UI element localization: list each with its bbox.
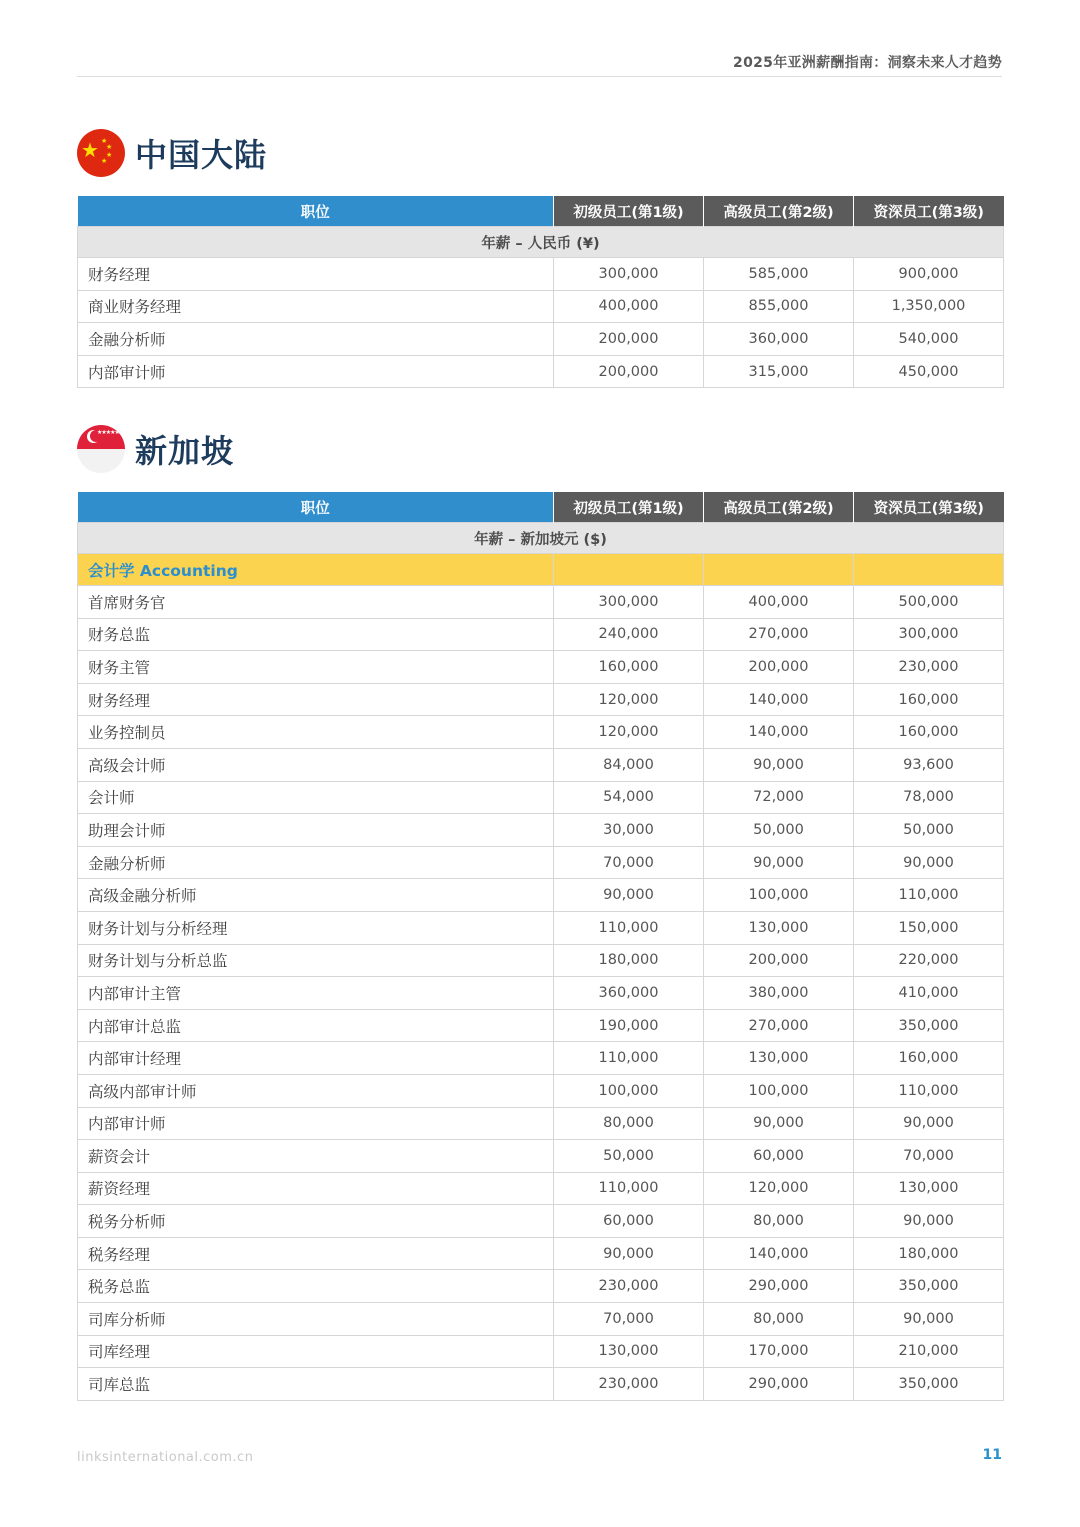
salary-level3-cell: 90,000 [854, 1303, 1004, 1336]
currency-label: 年薪 – 人民币 (¥) [78, 227, 1004, 258]
salary-level3-cell: 900,000 [854, 258, 1004, 291]
column-header-position: 职位 [78, 196, 554, 227]
job-title-cell: 内部审计经理 [78, 1042, 554, 1075]
salary-level2-cell: 50,000 [704, 814, 854, 847]
table-row [78, 1205, 1004, 1238]
salary-level2-cell: 140,000 [704, 1237, 854, 1270]
table-row [78, 944, 1004, 977]
china-flag-icon: ★ ★ ★ ★ ★ [77, 129, 125, 177]
table-row [78, 1270, 1004, 1303]
category-label: 会计学 Accounting [78, 554, 554, 586]
salary-level2-cell: 315,000 [704, 355, 854, 388]
currency-row [78, 227, 1004, 258]
job-title-cell: 助理会计师 [78, 814, 554, 847]
job-title-cell: 商业财务经理 [78, 290, 554, 323]
salary-level2-cell: 140,000 [704, 716, 854, 749]
table-row [78, 716, 1004, 749]
china-salary-table [77, 196, 1004, 388]
job-title-cell: 财务计划与分析总监 [78, 944, 554, 977]
salary-level3-cell: 93,600 [854, 748, 1004, 781]
salary-level1-cell: 30,000 [554, 814, 704, 847]
job-title-cell: 司库总监 [78, 1368, 554, 1401]
salary-level3-cell: 1,350,000 [854, 290, 1004, 323]
job-title-cell: 税务总监 [78, 1270, 554, 1303]
salary-level3-cell: 540,000 [854, 323, 1004, 356]
job-title-cell: 薪资会计 [78, 1140, 554, 1173]
salary-level3-cell: 90,000 [854, 1107, 1004, 1140]
table-row [78, 1172, 1004, 1205]
singapore-flag-icon: ★★★★★ [77, 425, 125, 473]
document-header-title: 2025年亚洲薪酬指南：洞察未来人才趋势 [733, 55, 1002, 71]
job-title-cell: 财务总监 [78, 618, 554, 651]
table-row [78, 323, 1004, 356]
salary-level2-cell: 380,000 [704, 977, 854, 1010]
salary-level1-cell: 84,000 [554, 748, 704, 781]
salary-level1-cell: 70,000 [554, 846, 704, 879]
salary-level1-cell: 50,000 [554, 1140, 704, 1173]
salary-level2-cell: 855,000 [704, 290, 854, 323]
salary-level2-cell: 130,000 [704, 1042, 854, 1075]
table-row [78, 846, 1004, 879]
singapore-section-heading [77, 424, 234, 474]
salary-level2-cell: 140,000 [704, 683, 854, 716]
salary-level1-cell: 160,000 [554, 651, 704, 684]
salary-level2-cell: 80,000 [704, 1205, 854, 1238]
salary-level3-cell: 350,000 [854, 1368, 1004, 1401]
salary-level3-cell: 160,000 [854, 1042, 1004, 1075]
salary-level2-cell: 72,000 [704, 781, 854, 814]
salary-level1-cell: 60,000 [554, 1205, 704, 1238]
salary-level2-cell: 200,000 [704, 651, 854, 684]
salary-level3-cell: 210,000 [854, 1335, 1004, 1368]
table-header-row [78, 492, 1004, 523]
table-row [78, 355, 1004, 388]
singapore-section-title: 新加坡 [135, 432, 235, 470]
salary-level3-cell: 350,000 [854, 1270, 1004, 1303]
salary-level2-cell: 270,000 [704, 618, 854, 651]
salary-level3-cell: 90,000 [854, 846, 1004, 879]
salary-level1-cell: 300,000 [554, 586, 704, 619]
category-empty-cell [854, 554, 1004, 586]
salary-level3-cell: 70,000 [854, 1140, 1004, 1173]
category-empty-cell [554, 554, 704, 586]
salary-level3-cell: 410,000 [854, 977, 1004, 1010]
job-title-cell: 司库经理 [78, 1335, 554, 1368]
salary-level2-cell: 585,000 [704, 258, 854, 291]
table-row [78, 1140, 1004, 1173]
table-row [78, 1237, 1004, 1270]
job-title-cell: 业务控制员 [78, 716, 554, 749]
salary-level1-cell: 120,000 [554, 716, 704, 749]
table-row [78, 1009, 1004, 1042]
salary-level2-cell: 100,000 [704, 879, 854, 912]
salary-level3-cell: 230,000 [854, 651, 1004, 684]
salary-level3-cell: 350,000 [854, 1009, 1004, 1042]
job-title-cell: 高级会计师 [78, 748, 554, 781]
job-title-cell: 财务计划与分析经理 [78, 911, 554, 944]
job-title-cell: 金融分析师 [78, 323, 554, 356]
job-title-cell: 内部审计师 [78, 355, 554, 388]
salary-level2-cell: 80,000 [704, 1303, 854, 1336]
salary-level1-cell: 400,000 [554, 290, 704, 323]
salary-level3-cell: 90,000 [854, 1205, 1004, 1238]
table-row [78, 618, 1004, 651]
header-divider [77, 76, 1002, 77]
salary-level2-cell: 90,000 [704, 846, 854, 879]
table-row [78, 748, 1004, 781]
table-row [78, 911, 1004, 944]
footer-website-url: linksinternational.com.cn [77, 1450, 254, 1465]
table-row [78, 1107, 1004, 1140]
category-row [78, 554, 1004, 586]
salary-level2-cell: 290,000 [704, 1270, 854, 1303]
table-row [78, 683, 1004, 716]
salary-level3-cell: 110,000 [854, 1074, 1004, 1107]
salary-level1-cell: 190,000 [554, 1009, 704, 1042]
salary-level1-cell: 54,000 [554, 781, 704, 814]
job-title-cell: 会计师 [78, 781, 554, 814]
salary-level1-cell: 80,000 [554, 1107, 704, 1140]
salary-level2-cell: 200,000 [704, 944, 854, 977]
table-row [78, 814, 1004, 847]
job-title-cell: 税务经理 [78, 1237, 554, 1270]
salary-level2-cell: 400,000 [704, 586, 854, 619]
salary-level1-cell: 130,000 [554, 1335, 704, 1368]
column-header-level2: 高级员工(第2级) [704, 196, 854, 227]
column-header-level1: 初级员工(第1级) [554, 196, 704, 227]
table-row [78, 1303, 1004, 1336]
job-title-cell: 税务分析师 [78, 1205, 554, 1238]
table-row [78, 1335, 1004, 1368]
singapore-salary-table [77, 492, 1004, 1401]
salary-level1-cell: 100,000 [554, 1074, 704, 1107]
currency-label: 年薪 – 新加坡元 ($) [78, 523, 1004, 554]
table-row [78, 1368, 1004, 1401]
job-title-cell: 司库分析师 [78, 1303, 554, 1336]
salary-level2-cell: 170,000 [704, 1335, 854, 1368]
page-number: 11 [982, 1447, 1002, 1463]
salary-level3-cell: 220,000 [854, 944, 1004, 977]
table-row [78, 1042, 1004, 1075]
salary-level1-cell: 110,000 [554, 911, 704, 944]
job-title-cell: 薪资经理 [78, 1172, 554, 1205]
job-title-cell: 内部审计总监 [78, 1009, 554, 1042]
salary-level1-cell: 200,000 [554, 323, 704, 356]
china-section-title: 中国大陆 [135, 136, 268, 174]
salary-level1-cell: 230,000 [554, 1368, 704, 1401]
salary-level3-cell: 160,000 [854, 683, 1004, 716]
table-row [78, 258, 1004, 291]
salary-level3-cell: 150,000 [854, 911, 1004, 944]
job-title-cell: 内部审计师 [78, 1107, 554, 1140]
salary-level1-cell: 90,000 [554, 1237, 704, 1270]
salary-level3-cell: 180,000 [854, 1237, 1004, 1270]
table-row [78, 977, 1004, 1010]
column-header-level2: 高级员工(第2级) [704, 492, 854, 523]
salary-level2-cell: 90,000 [704, 1107, 854, 1140]
salary-level1-cell: 360,000 [554, 977, 704, 1010]
salary-level2-cell: 90,000 [704, 748, 854, 781]
salary-level2-cell: 270,000 [704, 1009, 854, 1042]
column-header-position: 职位 [78, 492, 554, 523]
salary-level1-cell: 110,000 [554, 1042, 704, 1075]
table-row [78, 651, 1004, 684]
job-title-cell: 高级金融分析师 [78, 879, 554, 912]
job-title-cell: 首席财务官 [78, 586, 554, 619]
job-title-cell: 财务经理 [78, 683, 554, 716]
salary-level3-cell: 300,000 [854, 618, 1004, 651]
column-header-level3: 资深员工(第3级) [854, 492, 1004, 523]
salary-level1-cell: 180,000 [554, 944, 704, 977]
salary-level3-cell: 50,000 [854, 814, 1004, 847]
salary-level3-cell: 110,000 [854, 879, 1004, 912]
table-row [78, 879, 1004, 912]
currency-row [78, 523, 1004, 554]
salary-level3-cell: 78,000 [854, 781, 1004, 814]
job-title-cell: 金融分析师 [78, 846, 554, 879]
salary-level3-cell: 450,000 [854, 355, 1004, 388]
salary-level2-cell: 100,000 [704, 1074, 854, 1107]
salary-level3-cell: 160,000 [854, 716, 1004, 749]
china-section-heading [77, 128, 267, 178]
salary-level3-cell: 130,000 [854, 1172, 1004, 1205]
job-title-cell: 内部审计主管 [78, 977, 554, 1010]
salary-level1-cell: 240,000 [554, 618, 704, 651]
category-empty-cell [704, 554, 854, 586]
salary-level1-cell: 230,000 [554, 1270, 704, 1303]
job-title-cell: 财务主管 [78, 651, 554, 684]
salary-level1-cell: 200,000 [554, 355, 704, 388]
column-header-level3: 资深员工(第3级) [854, 196, 1004, 227]
salary-level1-cell: 90,000 [554, 879, 704, 912]
salary-level3-cell: 500,000 [854, 586, 1004, 619]
salary-level2-cell: 360,000 [704, 323, 854, 356]
salary-level2-cell: 290,000 [704, 1368, 854, 1401]
column-header-level1: 初级员工(第1级) [554, 492, 704, 523]
salary-level2-cell: 120,000 [704, 1172, 854, 1205]
job-title-cell: 财务经理 [78, 258, 554, 291]
salary-level1-cell: 110,000 [554, 1172, 704, 1205]
salary-level2-cell: 130,000 [704, 911, 854, 944]
table-row [78, 586, 1004, 619]
table-row [78, 781, 1004, 814]
salary-level1-cell: 70,000 [554, 1303, 704, 1336]
table-row [78, 1074, 1004, 1107]
table-row [78, 290, 1004, 323]
table-header-row [78, 196, 1004, 227]
salary-level1-cell: 120,000 [554, 683, 704, 716]
salary-level2-cell: 60,000 [704, 1140, 854, 1173]
job-title-cell: 高级内部审计师 [78, 1074, 554, 1107]
salary-level1-cell: 300,000 [554, 258, 704, 291]
